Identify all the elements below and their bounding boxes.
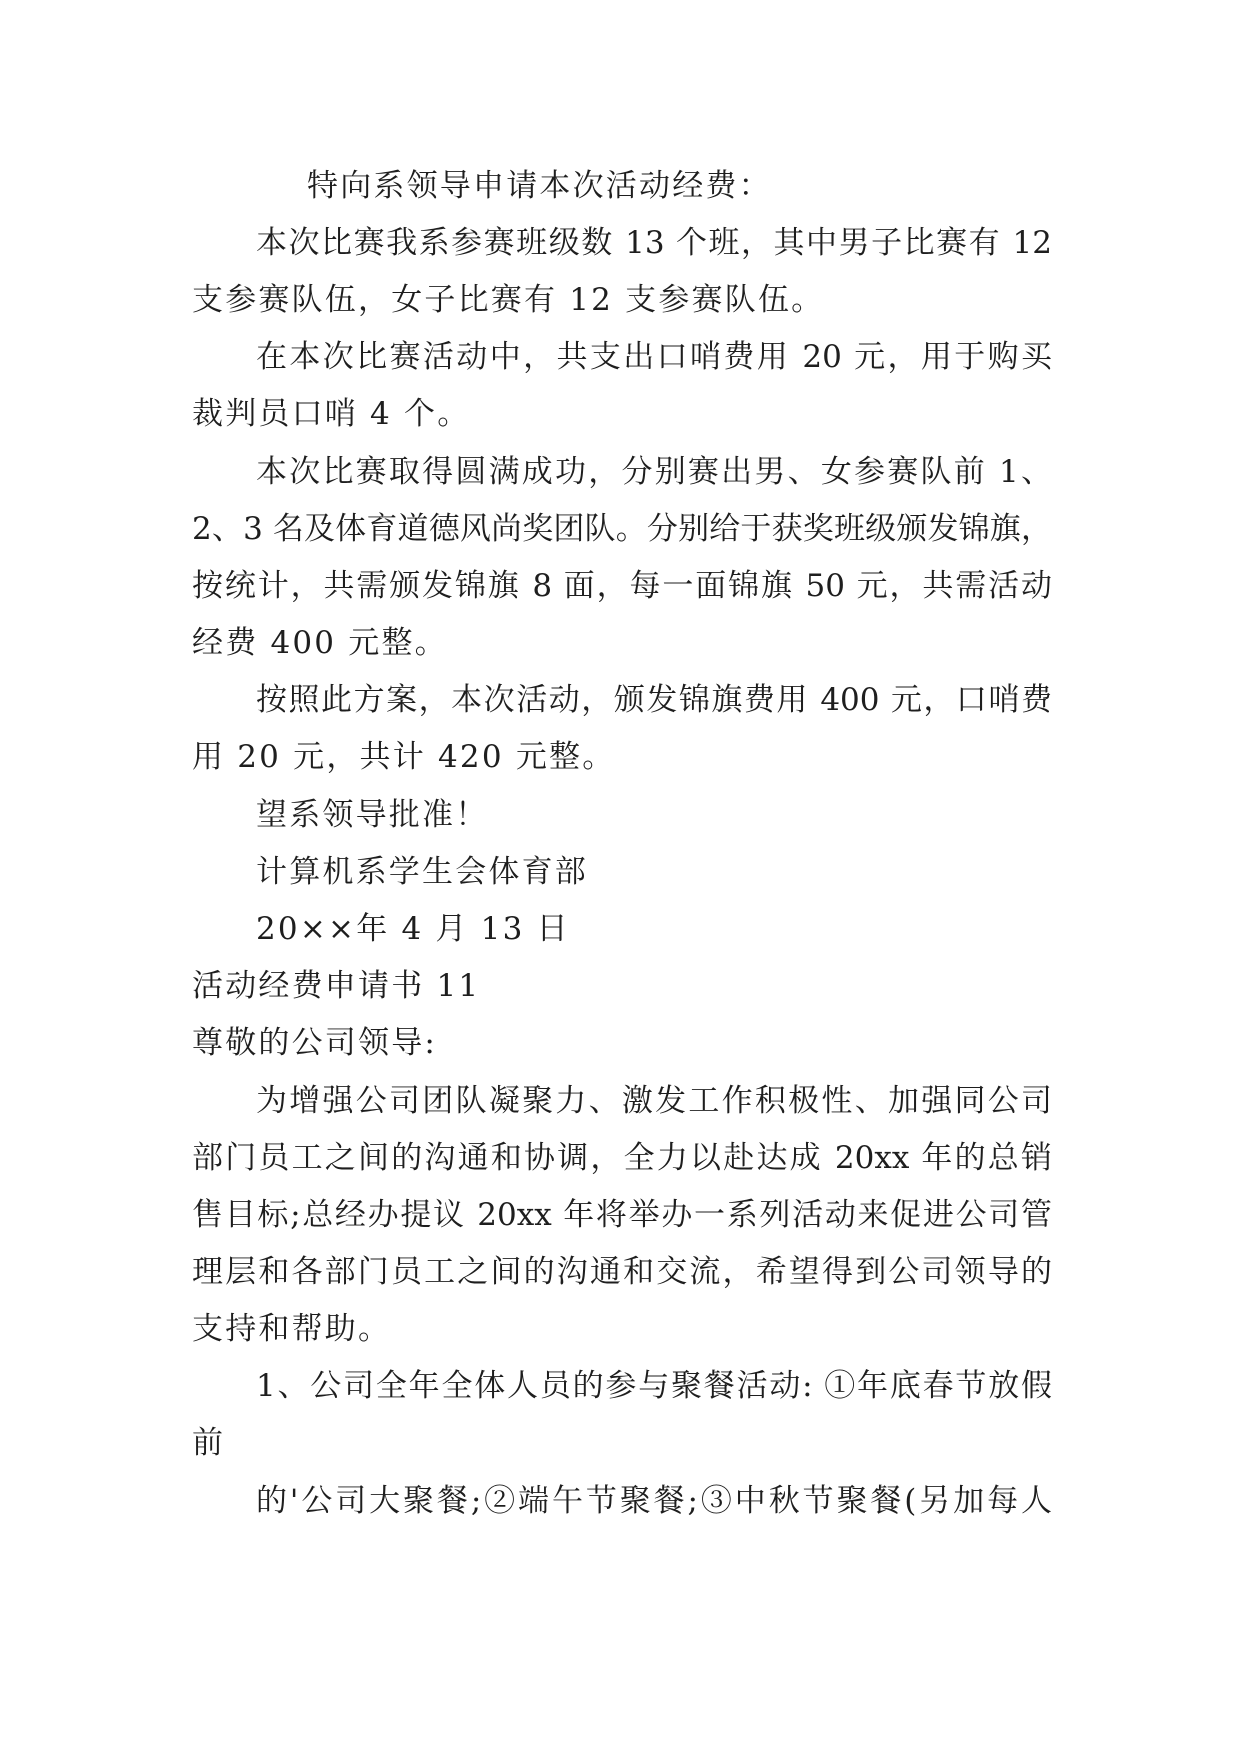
signature-date: 20××年 4 月 13 日 bbox=[256, 911, 570, 947]
paragraph-line: 在本次比赛活动中，共支出口哨费用 20 元，用于购买 bbox=[256, 339, 1052, 375]
paragraph-line: 2、3 名及体育道德风尚奖团队。分别给于获奖班级颁发锦旗， bbox=[192, 511, 1052, 547]
salutation: 尊敬的公司领导: bbox=[192, 1025, 438, 1061]
paragraph-line: 的'公司大聚餐;②端午节聚餐;③中秋节聚餐(另加每人 bbox=[256, 1483, 1052, 1519]
paragraph-line: 部门员工之间的沟通和协调，全力以赴达成 20xx 年的总销 bbox=[192, 1140, 1052, 1176]
paragraph-line: 1、公司全年全体人员的参与聚餐活动: ①年底春节放假 bbox=[256, 1368, 1052, 1404]
paragraph-line: 理层和各部门员工之间的沟通和交流，希望得到公司领导的 bbox=[192, 1254, 1052, 1290]
paragraph-line: 前 bbox=[192, 1425, 226, 1461]
paragraph-line: 支持和帮助。 bbox=[192, 1311, 392, 1347]
paragraph-line: 按统计，共需颁发锦旗 8 面，每一面锦旗 50 元，共需活动 bbox=[192, 568, 1052, 604]
paragraph-line: 望系领导批准！ bbox=[256, 797, 489, 833]
section-title: 活动经费申请书 11 bbox=[192, 968, 481, 1004]
signature-department: 计算机系学生会体育部 bbox=[256, 854, 588, 890]
paragraph-line: 按照此方案，本次活动，颁发锦旗费用 400 元，口哨费 bbox=[256, 682, 1052, 718]
paragraph-line: 特向系领导申请本次活动经费： bbox=[307, 168, 772, 204]
paragraph-line: 经费 400 元整。 bbox=[192, 625, 448, 661]
paragraph-line: 用 20 元，共计 420 元整。 bbox=[192, 739, 616, 775]
paragraph-line: 本次比赛我系参赛班级数 13 个班，其中男子比赛有 12 bbox=[256, 225, 1052, 261]
paragraph-line: 本次比赛取得圆满成功，分别赛出男、女参赛队前 1、 bbox=[256, 454, 1052, 490]
paragraph-line: 为增强公司团队凝聚力、激发工作积极性、加强同公司 bbox=[256, 1083, 1052, 1119]
paragraph-line: 支参赛队伍，女子比赛有 12 支参赛队伍。 bbox=[192, 282, 825, 318]
paragraph-line: 售目标;总经办提议 20xx 年将举办一系列活动来促进公司管 bbox=[192, 1197, 1052, 1233]
paragraph-line: 裁判员口哨 4 个。 bbox=[192, 396, 471, 432]
